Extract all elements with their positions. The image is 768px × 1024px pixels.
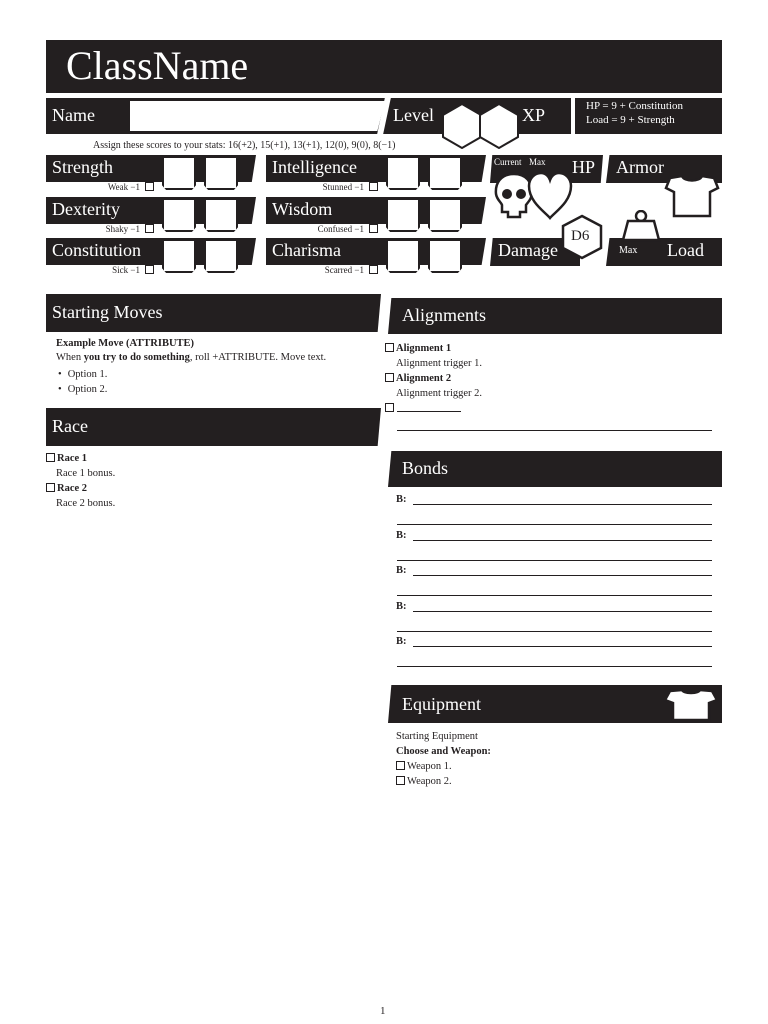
xp-hexagon-icon[interactable]	[479, 103, 519, 149]
alignment-custom-checkbox[interactable]	[385, 403, 394, 412]
stat-debility-label: Confused −1	[317, 224, 364, 234]
name-label: Name	[52, 105, 95, 125]
stat-score-box[interactable]	[162, 241, 196, 273]
bond-line[interactable]	[413, 504, 712, 505]
damage-die: D6	[571, 228, 590, 244]
race-list	[46, 451, 115, 511]
stat-score-box[interactable]	[386, 200, 420, 232]
stat-debility-checkbox[interactable]	[145, 182, 154, 191]
bond-line[interactable]	[413, 540, 712, 541]
race-2-checkbox[interactable]	[46, 483, 55, 492]
starting-equipment: Starting Equipment	[396, 731, 478, 742]
bond-continuation-line[interactable]	[397, 560, 712, 561]
move-when: When	[56, 352, 84, 363]
weapon-2-checkbox[interactable]	[396, 776, 405, 785]
weapon-item	[396, 774, 491, 789]
starting-moves-title: Starting Moves	[52, 302, 163, 322]
stat-score-box[interactable]	[386, 158, 420, 190]
alignment-custom-text-line[interactable]	[397, 430, 712, 431]
stat-debility-label: Weak −1	[107, 182, 140, 192]
alignment-custom-item	[385, 401, 482, 416]
stat-debility	[290, 265, 380, 275]
stat-modifier-box[interactable]	[204, 241, 238, 273]
bond-prefix: B:	[396, 636, 407, 647]
equipment-title: Equipment	[402, 694, 481, 714]
armor-label: Armor	[616, 157, 664, 177]
stat-modifier-box[interactable]	[428, 200, 462, 232]
stat-name: Constitution	[52, 240, 142, 260]
race-1-name: Race 1	[57, 453, 88, 464]
stat-debility-checkbox[interactable]	[369, 265, 378, 274]
max-label: Max	[529, 157, 546, 167]
hp-formula: HP = 9 + Constitution	[586, 100, 683, 112]
move-option: • Option 1.	[58, 367, 107, 382]
stat-modifier-box[interactable]	[428, 158, 462, 190]
alignment-custom-name-line[interactable]	[397, 411, 461, 412]
race-2-text: Race 2 bonus.	[56, 498, 116, 509]
stat-debility-checkbox[interactable]	[145, 265, 154, 274]
stat-name: Wisdom	[272, 199, 333, 219]
class-name-title: ClassName	[66, 43, 249, 88]
stat-name: Intelligence	[272, 157, 357, 177]
page-number: 1	[380, 1005, 386, 1017]
stat-debility	[290, 224, 380, 234]
bond-prefix: B:	[396, 494, 407, 505]
stat-debility	[96, 182, 156, 192]
alignments-title: Alignments	[402, 305, 486, 325]
choose-weapon-label: Choose and Weapon:	[396, 746, 491, 757]
bond-continuation-line[interactable]	[397, 595, 712, 596]
move-description	[56, 352, 326, 363]
bond-continuation-line[interactable]	[397, 666, 712, 667]
race-item	[46, 481, 115, 496]
stat-debility-label: Shaky −1	[105, 224, 140, 234]
weapon-1-checkbox[interactable]	[396, 761, 405, 770]
bond-prefix: B:	[396, 529, 407, 541]
move-rest: , roll +ATTRIBUTE. Move text.	[189, 352, 327, 363]
move-options	[58, 367, 107, 397]
alignment-item	[385, 341, 482, 356]
stat-name: Strength	[52, 157, 113, 177]
race-band	[46, 408, 381, 446]
weight-icon	[620, 210, 662, 242]
level-label: Level	[393, 105, 434, 125]
alignment-1-text: Alignment trigger 1.	[396, 358, 483, 369]
alignment-item	[385, 371, 482, 386]
alignment-list	[385, 341, 482, 416]
bond-line[interactable]	[413, 611, 712, 612]
stat-debility-checkbox[interactable]	[369, 224, 378, 233]
bond-prefix: B:	[396, 600, 407, 612]
race-1-checkbox[interactable]	[46, 453, 55, 462]
stat-name: Dexterity	[52, 199, 120, 219]
stat-modifier-box[interactable]	[204, 158, 238, 190]
stat-score-box[interactable]	[162, 158, 196, 190]
alignment-2-checkbox[interactable]	[385, 373, 394, 382]
stat-debility-label: Sick −1	[112, 265, 140, 275]
name-field[interactable]	[130, 101, 385, 131]
stat-debility	[96, 224, 156, 234]
alignment-1-name: Alignment 1	[396, 343, 452, 354]
move-trigger: you try to do something	[83, 352, 190, 363]
bond-continuation-line[interactable]	[397, 524, 712, 525]
bond-line[interactable]	[413, 575, 712, 576]
bond-continuation-line[interactable]	[397, 631, 712, 632]
stat-debility-label: Scarred −1	[324, 265, 364, 275]
load-label: Load	[667, 240, 704, 260]
race-title: Race	[52, 416, 88, 436]
race-1-text: Race 1 bonus.	[56, 468, 116, 479]
hp-label: HP	[572, 157, 596, 177]
race-item	[46, 451, 115, 466]
damage-label: Damage	[498, 240, 558, 260]
bond-prefix: B:	[396, 565, 407, 576]
class-title-band	[46, 40, 722, 93]
stat-debility-checkbox[interactable]	[369, 182, 378, 191]
alignment-2-text: Alignment trigger 2.	[396, 388, 483, 399]
move-name: Example Move (ATTRIBUTE)	[56, 338, 195, 349]
bond-line[interactable]	[413, 646, 712, 647]
stat-debility-label: Stunned −1	[322, 182, 364, 192]
stat-score-box[interactable]	[386, 241, 420, 273]
current-label: Current	[494, 157, 522, 167]
stat-debility	[290, 182, 380, 192]
equipment-armor-icon	[662, 688, 720, 722]
load-formula: Load = 9 + Strength	[586, 114, 675, 126]
stat-modifier-box[interactable]	[428, 241, 462, 273]
bonds-title: Bonds	[402, 458, 449, 478]
alignment-2-name: Alignment 2	[396, 373, 452, 384]
stat-modifier-box[interactable]	[204, 200, 238, 232]
stats-intro: Assign these scores to your stats: 16(+2), 15(+1), 13(+1), 12(0), 9(0), 8(−1)	[93, 140, 396, 151]
weapon-1-label: Weapon 1.	[407, 761, 452, 772]
weapon-2-label: Weapon 2.	[407, 776, 452, 787]
stat-debility-checkbox[interactable]	[145, 224, 154, 233]
armor-icon	[664, 174, 720, 220]
weapon-item	[396, 759, 491, 774]
alignment-1-checkbox[interactable]	[385, 343, 394, 352]
stat-debility	[96, 265, 156, 275]
race-2-name: Race 2	[57, 483, 88, 494]
level-hexagon-icon[interactable]	[442, 103, 482, 149]
stat-score-box[interactable]	[162, 200, 196, 232]
stat-name: Charisma	[272, 240, 341, 260]
move-option: • Option 2.	[58, 382, 107, 397]
equipment-list	[396, 729, 491, 789]
load-max-label: Max	[619, 245, 638, 256]
xp-label: XP	[522, 105, 546, 125]
